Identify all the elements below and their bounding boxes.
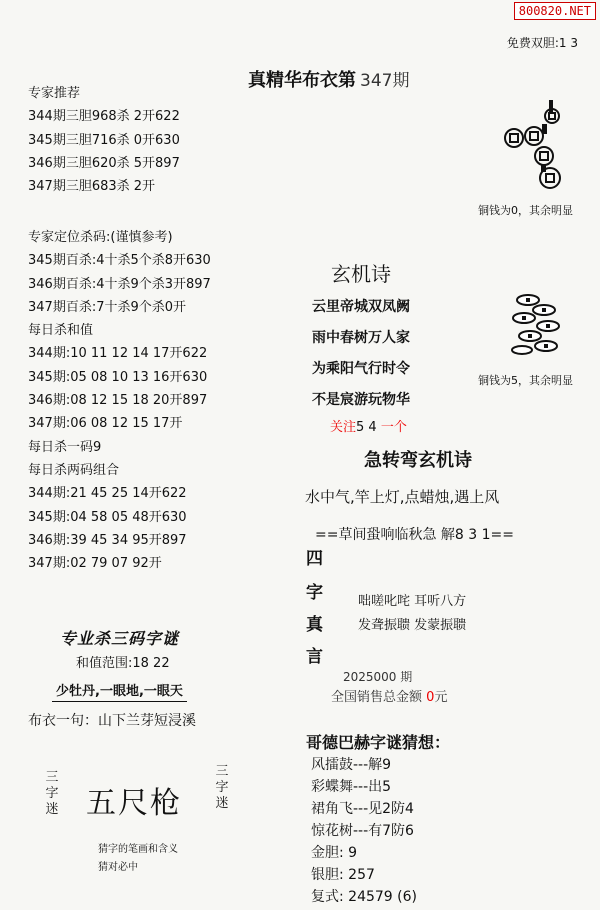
- grass-line: ==草间蛩响临秋急 解8 3 1==: [315, 527, 514, 543]
- position-heading: 专家定位杀码:(谨慎参考): [28, 230, 173, 245]
- sum-heading: 每日杀和值: [28, 323, 94, 339]
- sales-total: [331, 686, 447, 705]
- sum-range: 和值范围:18 22: [76, 656, 170, 671]
- poem-line: 不是宸游玩物华: [312, 392, 410, 408]
- sum-line: 344期:10 11 12 14 17开622: [28, 346, 208, 362]
- sales-label: 全国销售总金额: [331, 690, 423, 705]
- two-code-line: 345期:04 58 05 48开630: [28, 509, 187, 525]
- follow-prompt: [330, 416, 407, 435]
- expert-heading: 专家推荐: [28, 86, 81, 101]
- clue-line: 金胆: 9: [311, 845, 358, 861]
- follow-suffix: 一个: [380, 420, 407, 435]
- expert-line: 345期三胆716杀 0开630: [28, 132, 180, 148]
- poem-line: 雨中春树万人家: [312, 330, 410, 346]
- peony-line: 少牡丹,一眼地,一眼天: [52, 680, 187, 702]
- clue-line: 彩蝶舞---出5: [311, 779, 392, 795]
- expert-line: 344期三胆968杀 2开622: [28, 109, 180, 125]
- buyi-line: 布衣一句：山下兰芽短浸溪: [28, 713, 196, 729]
- coin-caption-2: 铜钱为5，其余明显: [478, 374, 573, 387]
- riddle-side-left: 三字迷: [45, 770, 59, 817]
- site-badge[interactable]: 800820.NET: [514, 2, 596, 20]
- free-double-pick: 免费双胆:1 3: [506, 36, 578, 50]
- poem-line: 云里帝城双凤阙: [312, 299, 410, 315]
- clue-line: 风擂鼓---解9: [311, 757, 392, 773]
- two-code-heading: 每日杀两码组合: [28, 462, 120, 478]
- coin-illustration-2: [506, 290, 566, 360]
- title-issue: 347期: [360, 71, 410, 91]
- poem-line: 为乘阳气行时令: [312, 361, 410, 377]
- page-title: [248, 66, 409, 92]
- daily-one-kill: 每日杀一码9: [28, 439, 102, 455]
- riddle-heading: 专业杀三码字谜: [60, 629, 180, 648]
- two-code-line: 344期:21 45 25 14开622: [28, 486, 187, 502]
- follow-digits: 5 4: [356, 420, 377, 435]
- riddle-poem-line: 水中气,竿上灯,点蜡烛,遇上风: [305, 488, 500, 506]
- expert-line: 346期三胆620杀 5开897: [28, 155, 180, 171]
- position-line: 346期百杀:4十杀9个杀3开897: [28, 276, 211, 292]
- sales-zero: 0: [426, 690, 435, 705]
- four-char-2: 字: [306, 583, 323, 603]
- riddle-side-right: 三字迷: [215, 764, 229, 811]
- goldbach-clues: [311, 754, 417, 908]
- sum-line: 347期:06 08 12 15 17开: [28, 416, 183, 432]
- riddle-hint-1: 猜字的笔画和含义: [98, 844, 178, 855]
- two-code-line: 347期:02 79 07 92开: [28, 556, 162, 572]
- data-section: [28, 226, 211, 575]
- clue-line: 银胆: 257: [311, 867, 375, 883]
- expert-line: 347期三胆683杀 2开: [28, 179, 156, 195]
- clue-line: 裙角飞---见2防4: [311, 801, 414, 817]
- position-line: 347期百杀:7十杀9个杀0开: [28, 299, 187, 315]
- clue-line: 复式: 24579 (6): [311, 889, 417, 905]
- follow-label: 关注: [330, 420, 357, 435]
- four-char-3: 真: [306, 615, 323, 635]
- sum-line: 345期:05 08 10 13 16开630: [28, 369, 208, 385]
- mystic-poem: [312, 292, 410, 416]
- four-char-4: 言: [306, 647, 323, 667]
- riddle-poem-heading: 急转弯玄机诗: [364, 450, 472, 471]
- four-char-1: 四: [306, 549, 323, 569]
- position-line: 345期百杀:4十杀5个杀8开630: [28, 253, 211, 269]
- issue-line: 2025000 期: [343, 670, 413, 684]
- title-main: 真精华布衣第: [248, 70, 356, 91]
- clue-line: 惊花树---有7防6: [311, 823, 414, 839]
- mystic-poem-heading: 玄机诗: [331, 262, 391, 286]
- riddle-hint-2: 猜对必中: [98, 862, 138, 873]
- two-code-line: 346期:39 45 34 95开897: [28, 532, 187, 548]
- goldbach-heading: 哥德巴赫字谜猜想：: [306, 733, 451, 752]
- idiom-line: 发聋振聩 发蒙振聩: [358, 618, 467, 633]
- riddle-big-word: 五尺枪: [86, 786, 182, 821]
- coin-caption-1: 铜钱为0，其余明显: [478, 204, 573, 217]
- sales-unit: 元: [434, 690, 448, 705]
- sum-line: 346期:08 12 15 18 20开897: [28, 393, 208, 409]
- coin-illustration-1: [494, 98, 574, 198]
- idiom-line: 咄嗟叱咤 耳听八方: [358, 594, 467, 609]
- expert-section: [28, 82, 180, 198]
